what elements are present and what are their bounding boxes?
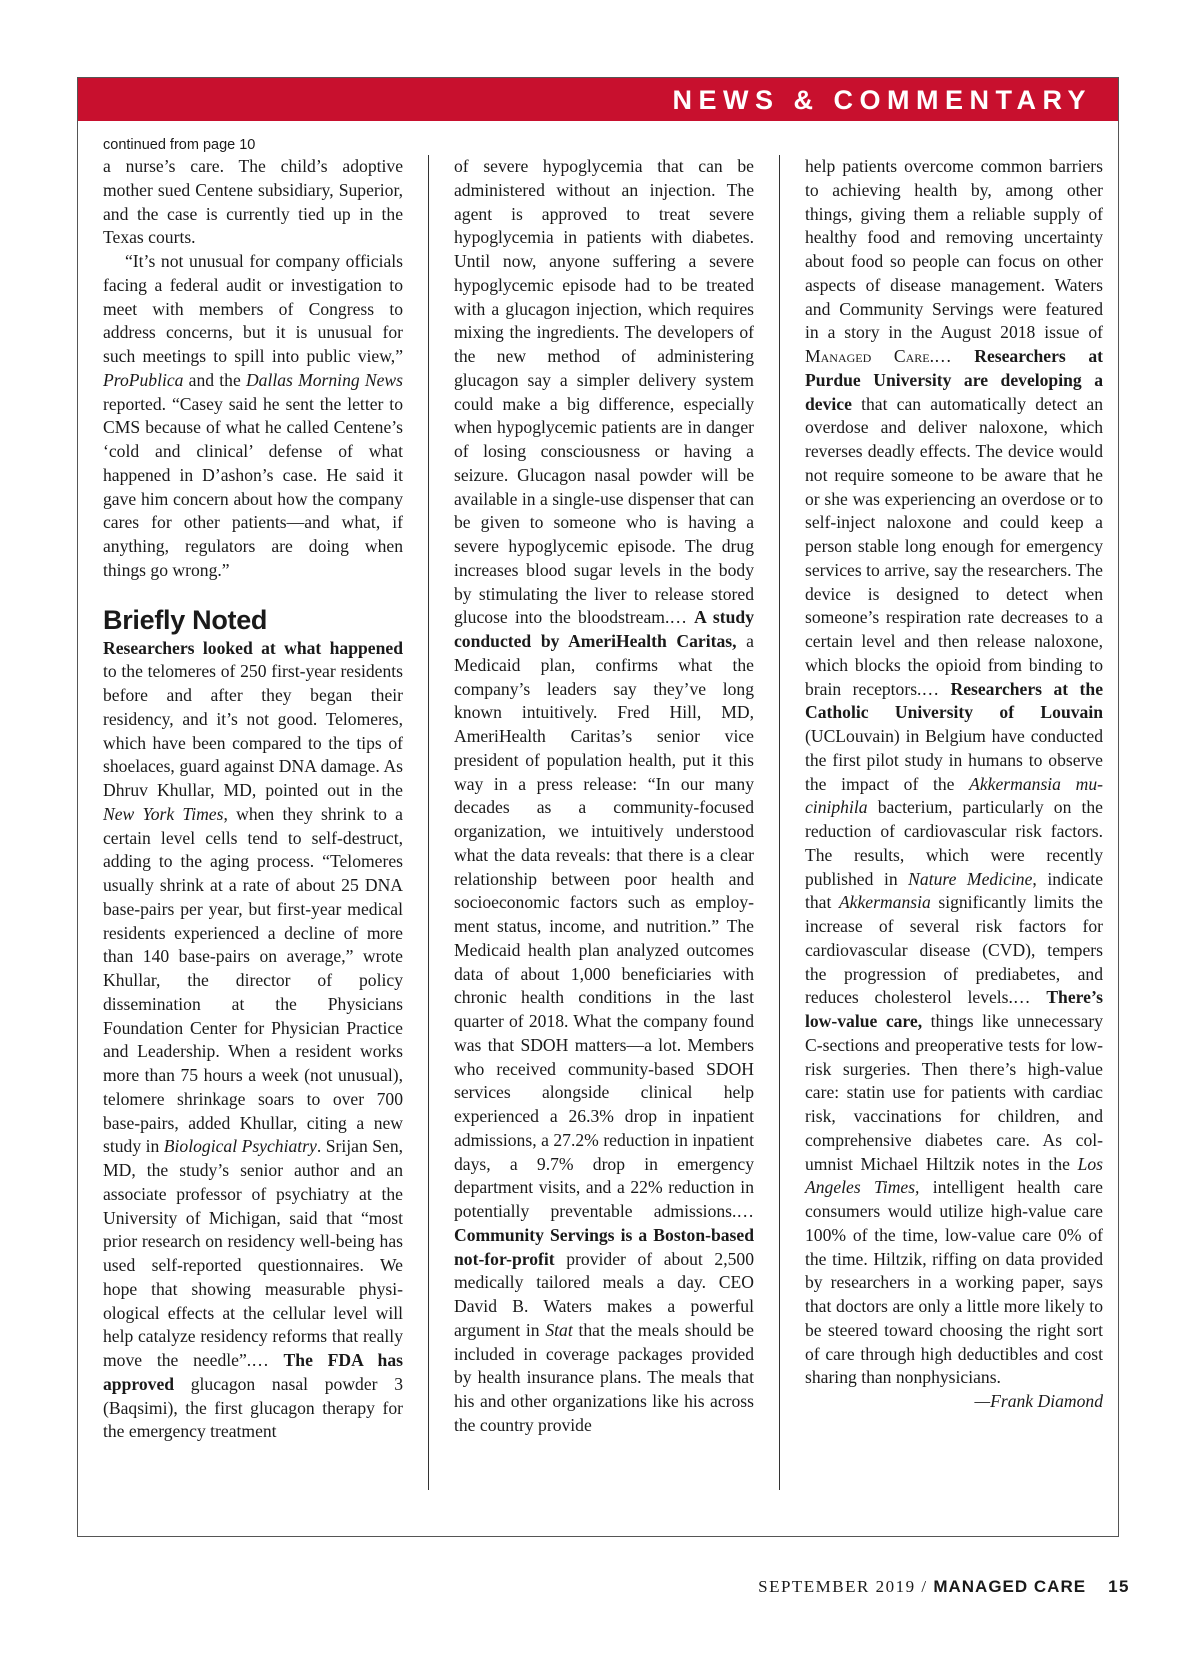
italic-text: Stat xyxy=(545,1319,573,1340)
bold-lead-in: Community Servings is a Boston-based not-for-profit xyxy=(454,1224,754,1269)
paragraph xyxy=(805,155,1103,1390)
italic-text: Akkermansia muciniphila xyxy=(805,773,1103,818)
section-banner xyxy=(78,78,1118,121)
text-run: (UCLouvain) in Belgium have conducted the first pilot study in humans to observe the impact of the xyxy=(805,726,1103,794)
bold-lead-in: Researchers at the Catholic University of Louvain xyxy=(805,678,1103,723)
column-3-body xyxy=(805,155,1103,1390)
text-run: to the telomeres of 250 first-year residents before and after they began their residency, and it’s not good. Telomeres, which have been compared to the tips of shoelaces, guard against DNA damage. As Dhruv Khullar, MD, pointed out in the xyxy=(103,661,403,800)
text-run: Managed Care xyxy=(805,346,930,366)
paragraph xyxy=(103,637,403,1445)
text-run: a Medicaid plan, confirms what the company’s leaders say they’ve long known intuitively. Fred Hill, MD, AmeriHealth Caritas’s senior vice president of population health, put it this way in a press release: “In our many decades as a community-focused organization, we intuitively understood what the data reveals: that there is a clear relationship between poor health and socioeconomic factors such as employment status, income, and nutrition.” The Medicaid health plan analyzed outcomes data of about 1,000 beneficiaries with chronic health conditions in the last quarter of 2018. What the company found was that SDOH matters—a lot. Members who received community-based SDOH services alongside clinical help experienced a 26.3% drop in inpatient admissions, a 27.2% reduction in inpatient days, a 9.7% drop in emergency department visits, and a 22% reduction in potentially preventable admissions.… xyxy=(454,631,754,1221)
column-1 xyxy=(103,135,403,1444)
text-run: a nurse’s care. The child’s adoptive mother sued Centene subsidiary, Superior, and the case is currently tied up in the Texas courts. xyxy=(103,156,403,248)
text-run: things like unnecessary C-sections and preoperative tests for low-risk surgeries. Then there’s high-value care: statin use for patients with cardiac risk, vaccinations for children, and comprehensive diabetes care. As columnist Michael Hiltzik notes in the xyxy=(805,1011,1104,1174)
text-run: . Srijan Sen, MD, the study’s senior author and an associate professor of psychiatry at the University of Michigan, said that “most prior research on residency well-being has used self-reported questionnaires. We hope that showing measurable physiological effects at the cellular level will help catalyze residency reforms that really move the needle”.… xyxy=(103,1136,404,1370)
text-run: “It’s not unusual for company officials facing a federal audit or investigation to meet with members of Congress to address concerns, but it is unusual for such meetings to spill into public view,” xyxy=(103,251,403,366)
text-run: bacterium, particularly on the reduction of cardiovascular risk factors. The results, which were recently published in xyxy=(805,797,1103,889)
page-footer xyxy=(758,1577,1130,1597)
column-1-body-top xyxy=(103,155,403,583)
column-2 xyxy=(454,155,754,1438)
column-divider-1 xyxy=(428,155,429,1490)
page-number: 15 xyxy=(1108,1577,1130,1596)
bold-lead-in: The FDA has approved xyxy=(103,1350,403,1394)
paragraph xyxy=(454,155,754,1438)
text-run: that can automatically detect an overdose and deliver naloxone, which reverses deadly effects. The device would not require someone to be aware that he or she was experiencing an overdose or to self-inject naloxone and could keep a person stable long enough for emergency services to arrive, say the researchers. The device is designed to detect when someone’s respiration rate decreases to a certain level and then release naloxone, which blocks the opioid from binding to brain receptors.… xyxy=(805,393,1103,699)
text-run: .… xyxy=(929,346,975,366)
column-3 xyxy=(805,155,1103,1414)
text-run: glucagon nasal powder 3 (Baqsimi), the first glucagon therapy for the emergency treatment xyxy=(103,1373,403,1442)
bold-lead-in: There’s low-value care, xyxy=(805,987,1103,1031)
italic-text: Nature Medicine xyxy=(908,868,1033,889)
italic-text: Akkermansia xyxy=(838,892,931,913)
footer-magazine: MANAGED CARE xyxy=(933,1577,1087,1596)
text-run: , indicate that xyxy=(805,868,1104,913)
paragraph xyxy=(103,155,403,250)
text-run: help patients overcome common barriers to achieving health by, among other things, giving them a reliable supply of healthy food and removing uncertainty about food so people can focus on other aspects of disease management. Waters and Community Servings were featured in a story in the August 2018 issue of xyxy=(805,156,1103,343)
italic-text: Los Angeles Times, xyxy=(805,1153,1103,1198)
paragraph xyxy=(103,250,403,583)
text-run: provider of about 2,500 medically tailored meals a day. CEO David B. Waters makes a powerful argument in xyxy=(454,1248,754,1340)
column-divider-2 xyxy=(779,155,780,1490)
italic-text: Dallas Morning News xyxy=(245,369,403,390)
column-2-body xyxy=(454,155,754,1438)
italic-text: New York Times xyxy=(103,803,224,824)
column-1-body-bottom xyxy=(103,637,403,1445)
text-run: , when they shrink to a certain level cells tend to self-destruct, adding to the aging process. “Telomeres usually shrink at a rate of about 25 DNA base-pairs per year, but first-year medical residents experienced a decline of more than 140 base-pairs on average,” wrote Khullar, the director of policy dissemination at the Physicians Foundation Center for Physician Practice and Leadership. When a resident works more than 75 hours a week (not unusual), telomere shrinkage soars to over 700 base-pairs, added Khullar, citing a new study in xyxy=(103,803,403,1157)
briefly-noted-heading: Briefly Noted xyxy=(103,604,268,635)
text-run: of severe hypoglycemia that can be administered without an injection. The agent is approved to treat severe hypoglycemia in patients with diabetes. Until now, anyone suffering a severe hypoglycemic episode had to be treated with a glucagon injection, which requires mixing the ingredients. The developers of the new method of administering glucagon say a simpler delivery system could make a big difference, especially when hypoglycemic patients are in danger of losing consciousness or having a seizure. Glucagon nasal powder will be available in a single-use dispenser that can be given to someone who is having a severe hypoglycemic episode. The drug increases blood sugar levels in the body by stimulating the liver to release stored glucose into the bloodstream.… xyxy=(454,156,754,628)
bold-lead-in: Researchers looked at what happened xyxy=(103,637,403,658)
text-run: intelligent health care consumers would utilize high-value care 100% of the time, low-value care 0% of the time. Hiltzik, riffing on data provided by researchers in a working paper, says that doctors are only a little more likely to be steered toward choosing the right sort of care through high deductibles and cost sharing than nonphysicians. xyxy=(805,1177,1103,1388)
text-run: that the meals should be included in coverage packages provided by health insurance plans. The meals that his and other organizations like his across the country provide xyxy=(454,1319,754,1435)
author-signature: —Frank Diamond xyxy=(974,1391,1103,1411)
text-run: reported. “Casey said he sent the letter to CMS because of what he called Centene’s ‘cold and clinical’ defense of what happened in D’ashon’s case. He said it gave him concern about how the company cares for other patients—and what, if anything, regulators are doing when things go wrong.” xyxy=(103,393,403,580)
section-title: NEWS & COMMENTARY xyxy=(672,85,1092,115)
footer-issue: SEPTEMBER 2019 / xyxy=(758,1577,934,1596)
italic-text: Biological Psychiatry xyxy=(163,1136,317,1157)
italic-text: ProPublica xyxy=(103,369,184,390)
text-run: and the xyxy=(183,369,246,390)
bold-lead-in: Researchers at Purdue University are developing a device xyxy=(805,346,1104,414)
text-run: significantly limits the increase of several risk factors for cardiovascular disease (CVD), tempers the progression of prediabetes, and reduces cholesterol levels.… xyxy=(805,892,1103,1008)
bold-lead-in: A study conducted by AmeriHealth Caritas, xyxy=(454,607,754,651)
continued-note: continued from page 10 xyxy=(103,137,256,153)
